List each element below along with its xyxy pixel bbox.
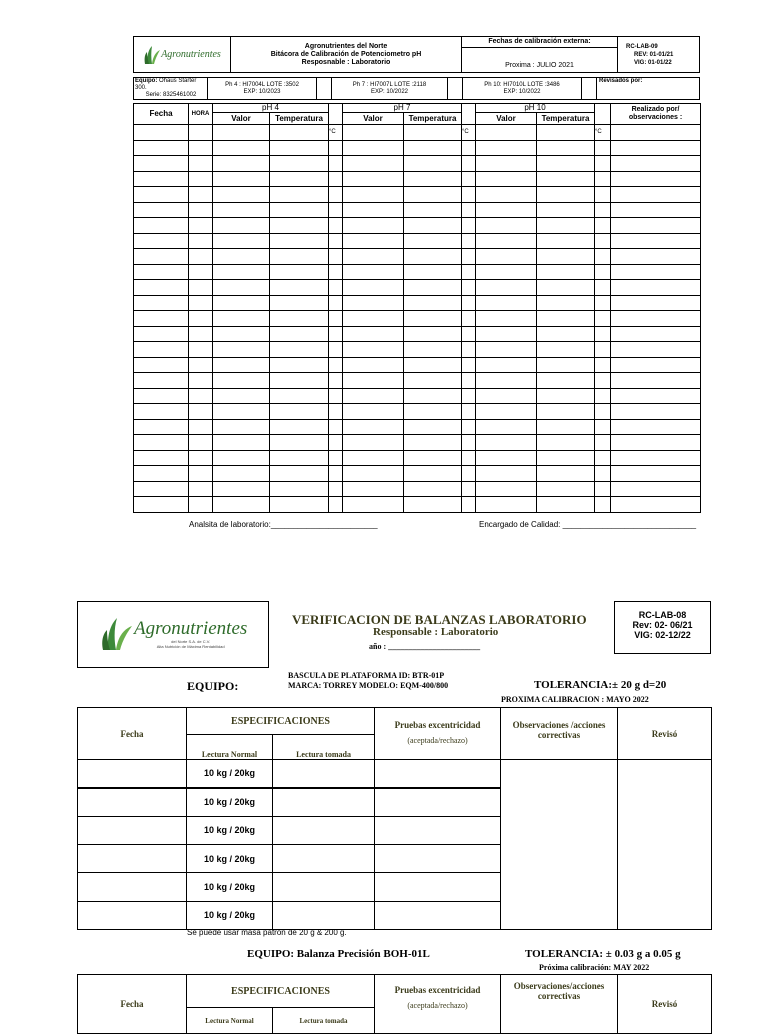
form1-revisados: Revisados por:: [597, 78, 700, 100]
spec-value-cell: 10 kg / 20kg: [187, 901, 273, 929]
form1-code-cell: [618, 37, 700, 73]
table-row: [134, 187, 701, 203]
spec-value-cell: 10 kg / 20kg: [187, 788, 273, 816]
table-row: [134, 218, 701, 234]
fecha-cell: [78, 788, 187, 816]
form2-equipo-label: EQUIPO:: [187, 679, 239, 693]
form2b-col-fecha: Fecha: [78, 975, 187, 1034]
encargado-signature: Encargado de Calidad: ______________________________: [479, 520, 697, 529]
table-row: [134, 280, 701, 296]
form2-note: Se puede usar masa patrón de 20 g & 200 g.: [187, 928, 347, 937]
form2-pruebas-label: Pruebas excentricidad: [394, 720, 481, 730]
form1-ph7-exp: EXP: 10/2022: [370, 88, 409, 95]
form2-code-box: [614, 601, 711, 654]
form1-ph4-exp: EXP: 10/2023: [243, 88, 281, 95]
form2b-aceptada-label: (aceptada/rechazo): [407, 1001, 468, 1010]
form2b-col-lectura-normal: Lectura Normal: [187, 1008, 273, 1034]
form1-code: RC-LAB-09: [626, 43, 658, 50]
celsius-unit: °C: [595, 125, 611, 141]
form1-calib-label: Fechas de calibración externa:: [462, 37, 617, 48]
form1-ph4-info: Ph 4 : HI7004L LOTE :3502: [225, 81, 299, 88]
form1-ph4-info-cell: [208, 78, 317, 100]
form2-col-pruebas: [375, 708, 501, 760]
col-realizado: Realizado por/ observaciones :: [611, 104, 701, 125]
form1-ph7-info-cell: [332, 78, 448, 100]
form2-title: VERIFICACION DE BALANZAS LABORATORIO: [292, 612, 587, 627]
table-row: [134, 373, 701, 389]
form2b-col-reviso: Revisó: [618, 975, 712, 1034]
table-row: [134, 404, 701, 420]
form2-data-table-2: [77, 974, 712, 1034]
form2-brand-sub1: del Norte S.A. de C.V.: [171, 639, 211, 644]
form2-brand: Agronutrientes: [134, 618, 248, 639]
lectura-tomada-cell: [273, 844, 375, 872]
fecha-cell: [78, 873, 187, 901]
form1-brand: Agronutrientes: [161, 48, 221, 60]
form2-responsable: Responsable : Laboratorio: [373, 626, 499, 638]
form1-ph10-info-cell: [463, 78, 582, 100]
lectura-tomada-cell: [273, 816, 375, 844]
form1-equipment-row: [133, 77, 700, 100]
form2-proxima2: Próxima calibración: MAY 2022: [539, 963, 650, 972]
form1-logo-cell: [134, 37, 231, 73]
form2-col-lectura-normal: Lectura Normal: [187, 735, 273, 760]
table-row: [134, 249, 701, 265]
form2-rev: Rev: 02- 06/21: [632, 620, 693, 630]
table-row: [134, 481, 701, 497]
form2-aceptada-label: (aceptada/rechazo): [407, 736, 468, 745]
fecha-cell: [78, 901, 187, 929]
form2-col-fecha: Fecha: [78, 708, 187, 760]
col-ph10-temperatura: Temperatura: [537, 113, 595, 125]
form2b-pruebas-label: Pruebas excentricidad: [394, 985, 481, 995]
col-ph7-temperatura: Temperatura: [404, 113, 462, 125]
form2-anio: año : _______________________: [369, 642, 481, 651]
fecha-cell: [78, 816, 187, 844]
form1-title-line1: Agronutrientes del Norte: [304, 42, 388, 50]
form2-vig: VIG: 02-12/22: [634, 630, 691, 640]
table-row: [134, 497, 701, 513]
col-fecha: Fecha: [134, 104, 189, 125]
col-hora: HORA: [189, 104, 213, 125]
table-row: [134, 264, 701, 280]
form1-calib-cell: [462, 37, 618, 73]
form1-header: [133, 36, 700, 73]
leaf-logo-icon: [143, 44, 161, 66]
form1-rev: REV: 01-01/21: [634, 51, 674, 58]
observaciones-cell: [501, 760, 618, 930]
form1-serie: Serie: 8325461002: [145, 92, 197, 98]
pruebas-cell: [375, 844, 501, 872]
col-ph10-valor: Valor: [476, 113, 537, 125]
celsius-unit: °C: [329, 125, 343, 141]
table-row: [134, 419, 701, 435]
table-row: [134, 171, 701, 187]
form2-col-reviso: Revisó: [618, 708, 712, 760]
pruebas-cell: [375, 873, 501, 901]
form2-col-lectura-tomada: Lectura tomada: [273, 735, 375, 760]
celsius-unit: °C: [462, 125, 476, 141]
form2-code: RC-LAB-08: [638, 610, 687, 620]
form2-col-observaciones: Observaciones /acciones correctivas: [501, 708, 618, 760]
col-ph4-temperatura: Temperatura: [270, 113, 329, 125]
col-ph7-valor: Valor: [343, 113, 404, 125]
col-ph4: pH 4: [213, 104, 329, 113]
form2-tolerancia2: TOLERANCIA: ± 0.03 g a 0.05 g: [525, 948, 681, 960]
table-row: [134, 140, 701, 156]
col-ph10: pH 10: [476, 104, 595, 113]
form1-title-line3: Resposnable : Laboratorio: [301, 58, 391, 66]
form2b-col-observaciones: Observaciones/acciones correctivas: [501, 975, 618, 1034]
spec-value-cell: 10 kg / 20kg: [187, 873, 273, 901]
col-ph4-valor: Valor: [213, 113, 270, 125]
form1-equipo-cell: [134, 78, 208, 100]
col-ph7: pH 7: [343, 104, 462, 113]
form1-ph7-info: Ph 7 : HI7007L LOTE :2118: [352, 81, 427, 88]
table-row: [134, 295, 701, 311]
form2-logo-box: [77, 601, 269, 668]
form2-data-table: [77, 707, 712, 930]
pruebas-cell: [375, 788, 501, 816]
lectura-tomada-cell: [273, 788, 375, 816]
form1-equipo-label: Equipo:: [135, 78, 158, 84]
reviso-cell: [618, 760, 712, 930]
table-row: [134, 311, 701, 327]
pruebas-cell: [375, 816, 501, 844]
form1-title-line2: Bitácora de Calibración de Potenciometro pH: [270, 50, 422, 58]
table-row: [134, 326, 701, 342]
form2-equipo2: EQUIPO: Balanza Precisión BOH-01L: [247, 948, 430, 960]
table-row: [134, 202, 701, 218]
spec-value-cell: 10 kg / 20kg: [187, 760, 273, 788]
form1-data-table: [133, 103, 701, 513]
table-row: [134, 435, 701, 451]
form2b-col-lectura-tomada: Lectura tomada: [273, 1008, 375, 1034]
pruebas-cell: [375, 760, 501, 788]
table-row: [134, 466, 701, 482]
form2-marca: MARCA: TORREY MODELO: EQM-400/800: [288, 681, 449, 690]
table-row: [134, 388, 701, 404]
table-row: [134, 156, 701, 172]
form2-proxima: PROXIMA CALIBRACION : MAYO 2022: [501, 695, 649, 704]
lectura-tomada-cell: [273, 901, 375, 929]
form1-vig: VIG: 01-01/22: [634, 59, 672, 66]
analista-signature: Analsita de laboratorio:________________________: [189, 520, 378, 529]
form1-proxima: Proxima : JULIO 2021: [505, 62, 574, 69]
form1-ph10-info: Ph 10: HI7010L LOTE :3486: [484, 81, 560, 88]
leaf-logo-icon: [100, 616, 134, 652]
table-row: [134, 357, 701, 373]
fecha-cell: [78, 844, 187, 872]
lectura-tomada-cell: [273, 873, 375, 901]
form1-title-cell: [231, 37, 462, 73]
form1-equipo-value: Ohaus Starter 300.: [135, 78, 197, 91]
form2-bascula: BASCULA DE PLATAFORMA ID: BTR-01P: [288, 671, 445, 680]
table-row: [134, 450, 701, 466]
pruebas-cell: [375, 901, 501, 929]
table-row: [134, 233, 701, 249]
fecha-cell: [78, 760, 187, 788]
form1-ph10-exp: EXP: 10/2022: [503, 88, 541, 95]
form2-equipment-info: [288, 671, 448, 691]
table-row: [134, 125, 701, 141]
form2-tolerancia: TOLERANCIA:± 20 g d=20: [534, 679, 667, 691]
table-row: [78, 760, 712, 788]
form2b-col-pruebas: [375, 975, 501, 1034]
table-row: [134, 342, 701, 358]
spec-value-cell: 10 kg / 20kg: [187, 844, 273, 872]
spec-value-cell: 10 kg / 20kg: [187, 816, 273, 844]
form2-brand-sub2: Alta Nutrición de Máxima Rentabilidad: [156, 644, 225, 649]
form2-col-especificaciones: ESPECIFICACIONES: [187, 708, 375, 735]
lectura-tomada-cell: [273, 760, 375, 788]
form2b-col-especificaciones: ESPECIFICACIONES: [187, 975, 375, 1008]
